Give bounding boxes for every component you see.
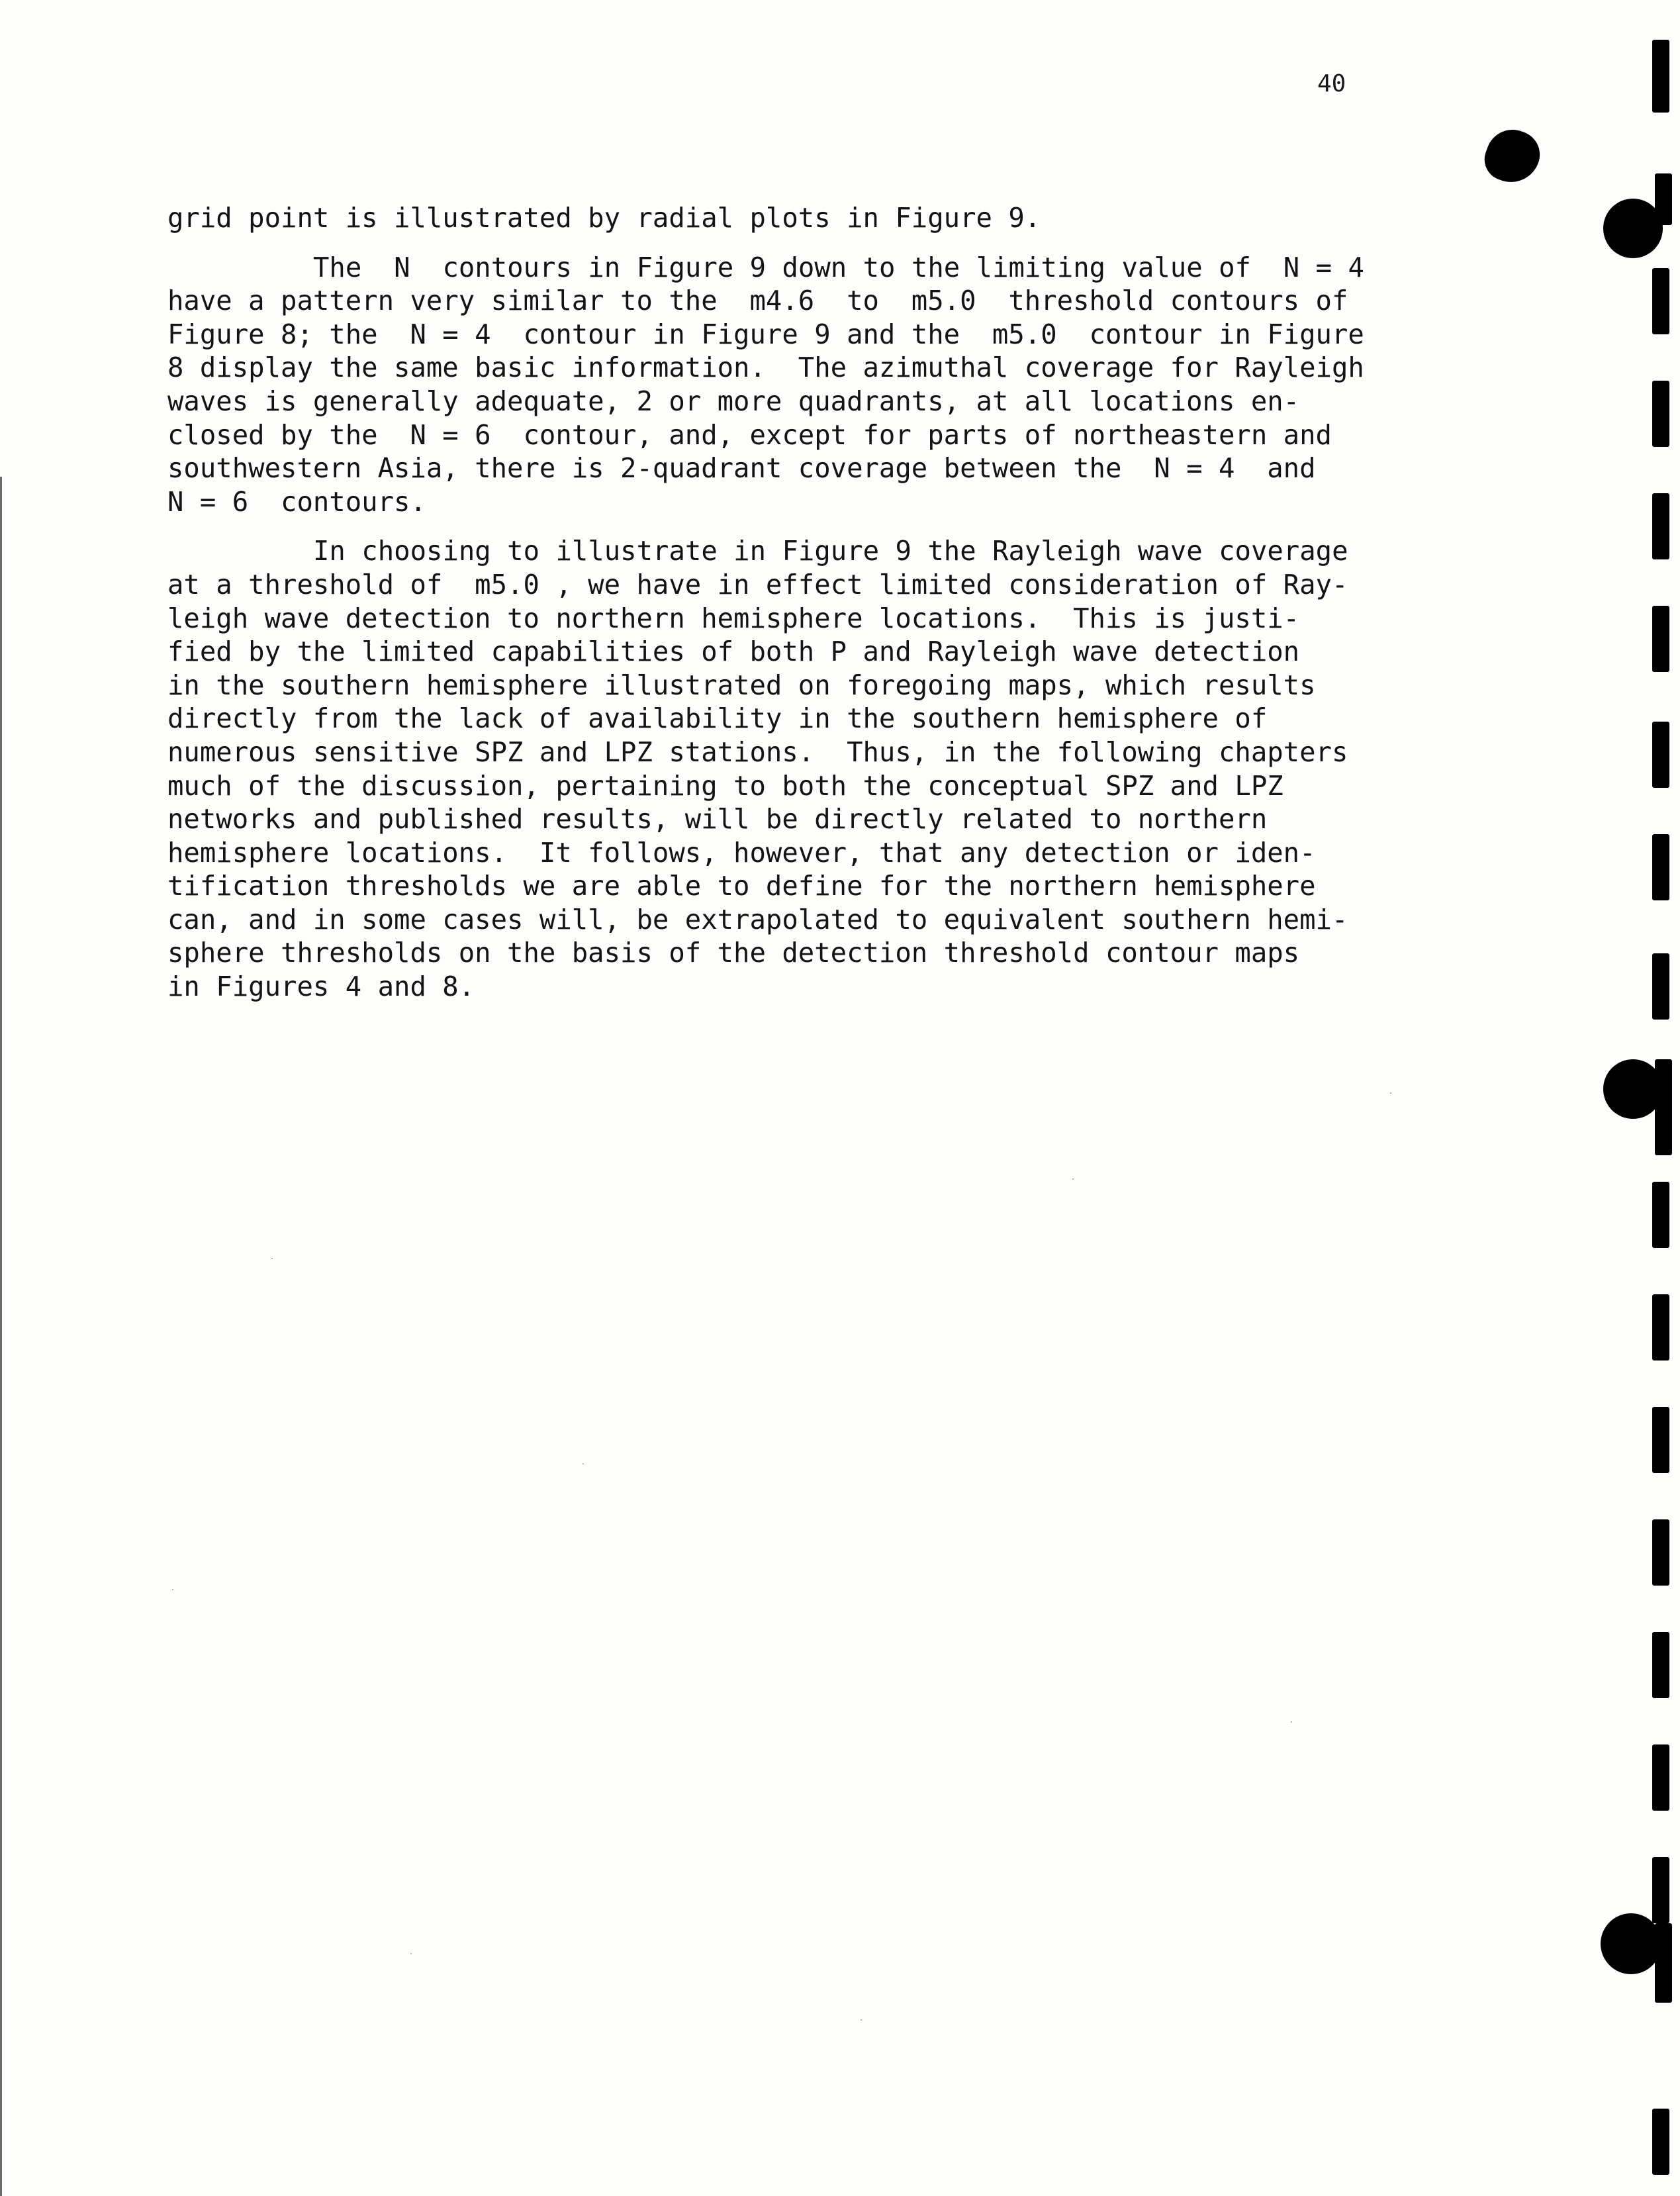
punch-hole-mark xyxy=(1479,122,1547,191)
text-line: fied by the limited capabilities of both P and Rayleigh wave detection xyxy=(167,636,1300,668)
binder-strip-bar xyxy=(1652,1182,1669,1248)
page-left-edge-shadow xyxy=(0,477,2,2196)
scan-speck xyxy=(1072,1178,1074,1180)
text-line-content: The N contours in Figure 9 down to the limiting value of N = 4 xyxy=(313,251,1364,283)
scan-speck xyxy=(410,1953,412,1954)
text-line: waves is generally adequate, 2 or more quadrants, at all locations en- xyxy=(167,385,1300,417)
text-line: sphere thresholds on the basis of the detection threshold contour maps xyxy=(167,937,1300,969)
page-number: 40 xyxy=(1317,70,1346,97)
binder-strip-bar xyxy=(1655,173,1672,225)
binder-strip-bar xyxy=(1652,268,1669,334)
text-line: in Figures 4 and 8. xyxy=(167,971,475,1003)
text-line xyxy=(167,251,1364,285)
text-line: N = 6 contours. xyxy=(167,485,426,518)
scan-speck xyxy=(172,1589,173,1590)
paragraph-2 xyxy=(167,251,1364,519)
binder-strip-bar xyxy=(1652,1294,1669,1361)
text-line: closed by the N = 6 contour, and, except for parts of northeastern and xyxy=(167,418,1332,451)
paragraph-3 xyxy=(167,534,1364,1003)
binder-strip-bar xyxy=(1655,1059,1672,1155)
scan-speck xyxy=(271,1258,273,1259)
text-line xyxy=(167,534,1364,568)
body-text xyxy=(167,201,1364,1004)
binder-strip-hole xyxy=(1603,199,1663,258)
text-line: directly from the lack of availability in the southern hemisphere of xyxy=(167,702,1268,735)
binder-strip-bar xyxy=(1652,953,1669,1020)
binder-strip-bar xyxy=(1652,1632,1669,1698)
text-line: tification thresholds we are able to define for the northern hemisphere xyxy=(167,870,1316,902)
binder-strip-bar xyxy=(1652,606,1669,672)
text-line: have a pattern very similar to the m4.6 to m5.0 threshold contours of xyxy=(167,285,1348,317)
text-line: networks and published results, will be directly related to northern xyxy=(167,803,1268,835)
text-line: leigh wave detection to northern hemisphere locations. This is justi- xyxy=(167,602,1300,634)
text-line: southwestern Asia, there is 2-quadrant coverage between the N = 4 and xyxy=(167,452,1316,485)
binder-strip-bar xyxy=(1652,40,1669,113)
scan-speck xyxy=(861,2019,862,2021)
binder-strip-hole xyxy=(1603,1059,1663,1119)
scan-speck xyxy=(1291,1721,1292,1723)
binder-strip-bar xyxy=(1652,1744,1669,1811)
text-line: numerous sensitive SPZ and LPZ stations. Thus, in the following chapters xyxy=(167,736,1348,768)
scan-speck xyxy=(583,1463,584,1464)
text-line: can, and in some cases will, be extrapolated to equivalent southern hemi- xyxy=(167,903,1348,935)
binder-strip-bar xyxy=(1652,493,1669,559)
text-line: Figure 8; the N = 4 contour in Figure 9 and the m5.0 contour in Figure xyxy=(167,318,1364,350)
text-line: grid point is illustrated by radial plots in Figure 9. xyxy=(167,202,1041,234)
binder-strip-bar xyxy=(1652,2109,1669,2175)
scan-speck xyxy=(1390,1092,1391,1094)
binder-strip-bar xyxy=(1655,1923,1672,2003)
text-line: at a threshold of m5.0 , we have in effect limited consideration of Ray- xyxy=(167,568,1348,600)
binder-strip-bar xyxy=(1652,1857,1669,1923)
paragraph-1 xyxy=(167,201,1364,235)
text-line: much of the discussion, pertaining to both the conceptual SPZ and LPZ xyxy=(167,769,1283,802)
text-line: hemisphere locations. It follows, however, that any detection or iden- xyxy=(167,836,1316,869)
binder-strip-hole xyxy=(1601,1913,1661,1974)
binder-strip-bar xyxy=(1652,1519,1669,1586)
text-line: 8 display the same basic information. The azimuthal coverage for Rayleigh xyxy=(167,352,1364,384)
text-line: in the southern hemisphere illustrated on foregoing maps, which results xyxy=(167,669,1316,701)
binder-strip-bar xyxy=(1652,834,1669,900)
text-line-content: In choosing to illustrate in Figure 9 the Rayleigh wave coverage xyxy=(313,535,1348,567)
binder-strip-bar xyxy=(1652,1407,1669,1473)
binder-strip-bar xyxy=(1652,722,1669,788)
binder-strip-bar xyxy=(1652,381,1669,447)
